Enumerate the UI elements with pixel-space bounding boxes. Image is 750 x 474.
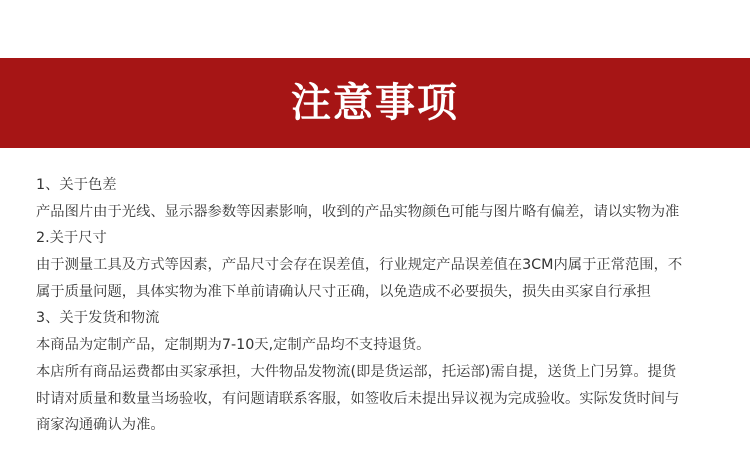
paragraph-line: 产品图片由于光线、显示器参数等因素影响，收到的产品实物颜色可能与图片略有偏差，请以实物为准: [36, 203, 680, 220]
title-banner: [0, 58, 750, 148]
paragraph-line: 商家沟通确认为准。: [36, 417, 165, 434]
section-heading-color-difference: 1、关于色差: [36, 177, 117, 193]
paragraph-line: 属于质量问题，具体实物为准下单前请确认尺寸正确，以免造成不必要损失，损失由买家自行承担: [36, 283, 651, 300]
section-heading-size: 2.关于尺寸: [36, 230, 107, 247]
section-heading-shipping: 3、关于发货和物流: [36, 310, 160, 327]
paragraph-line: 本店所有商品运费都由买家承担，大件物品发物流(即是货运部，托运部)需自提，送货上门另算。提货: [36, 363, 677, 380]
paragraph-line: 本商品为定制产品，定制期为7-10天,定制产品均不支持退货。: [36, 337, 431, 354]
paragraph-line: 由于测量工具及方式等因素，产品尺寸会存在误差值，行业规定产品误差值在3CM内属于正常范围，不: [36, 257, 683, 274]
page-title: 注意事项: [291, 80, 459, 126]
notice-content: [36, 172, 716, 439]
paragraph-line: 时请对质量和数量当场验收，有问题请联系客服，如签收后未提出异议视为完成验收。实际发货时间与: [36, 390, 680, 407]
